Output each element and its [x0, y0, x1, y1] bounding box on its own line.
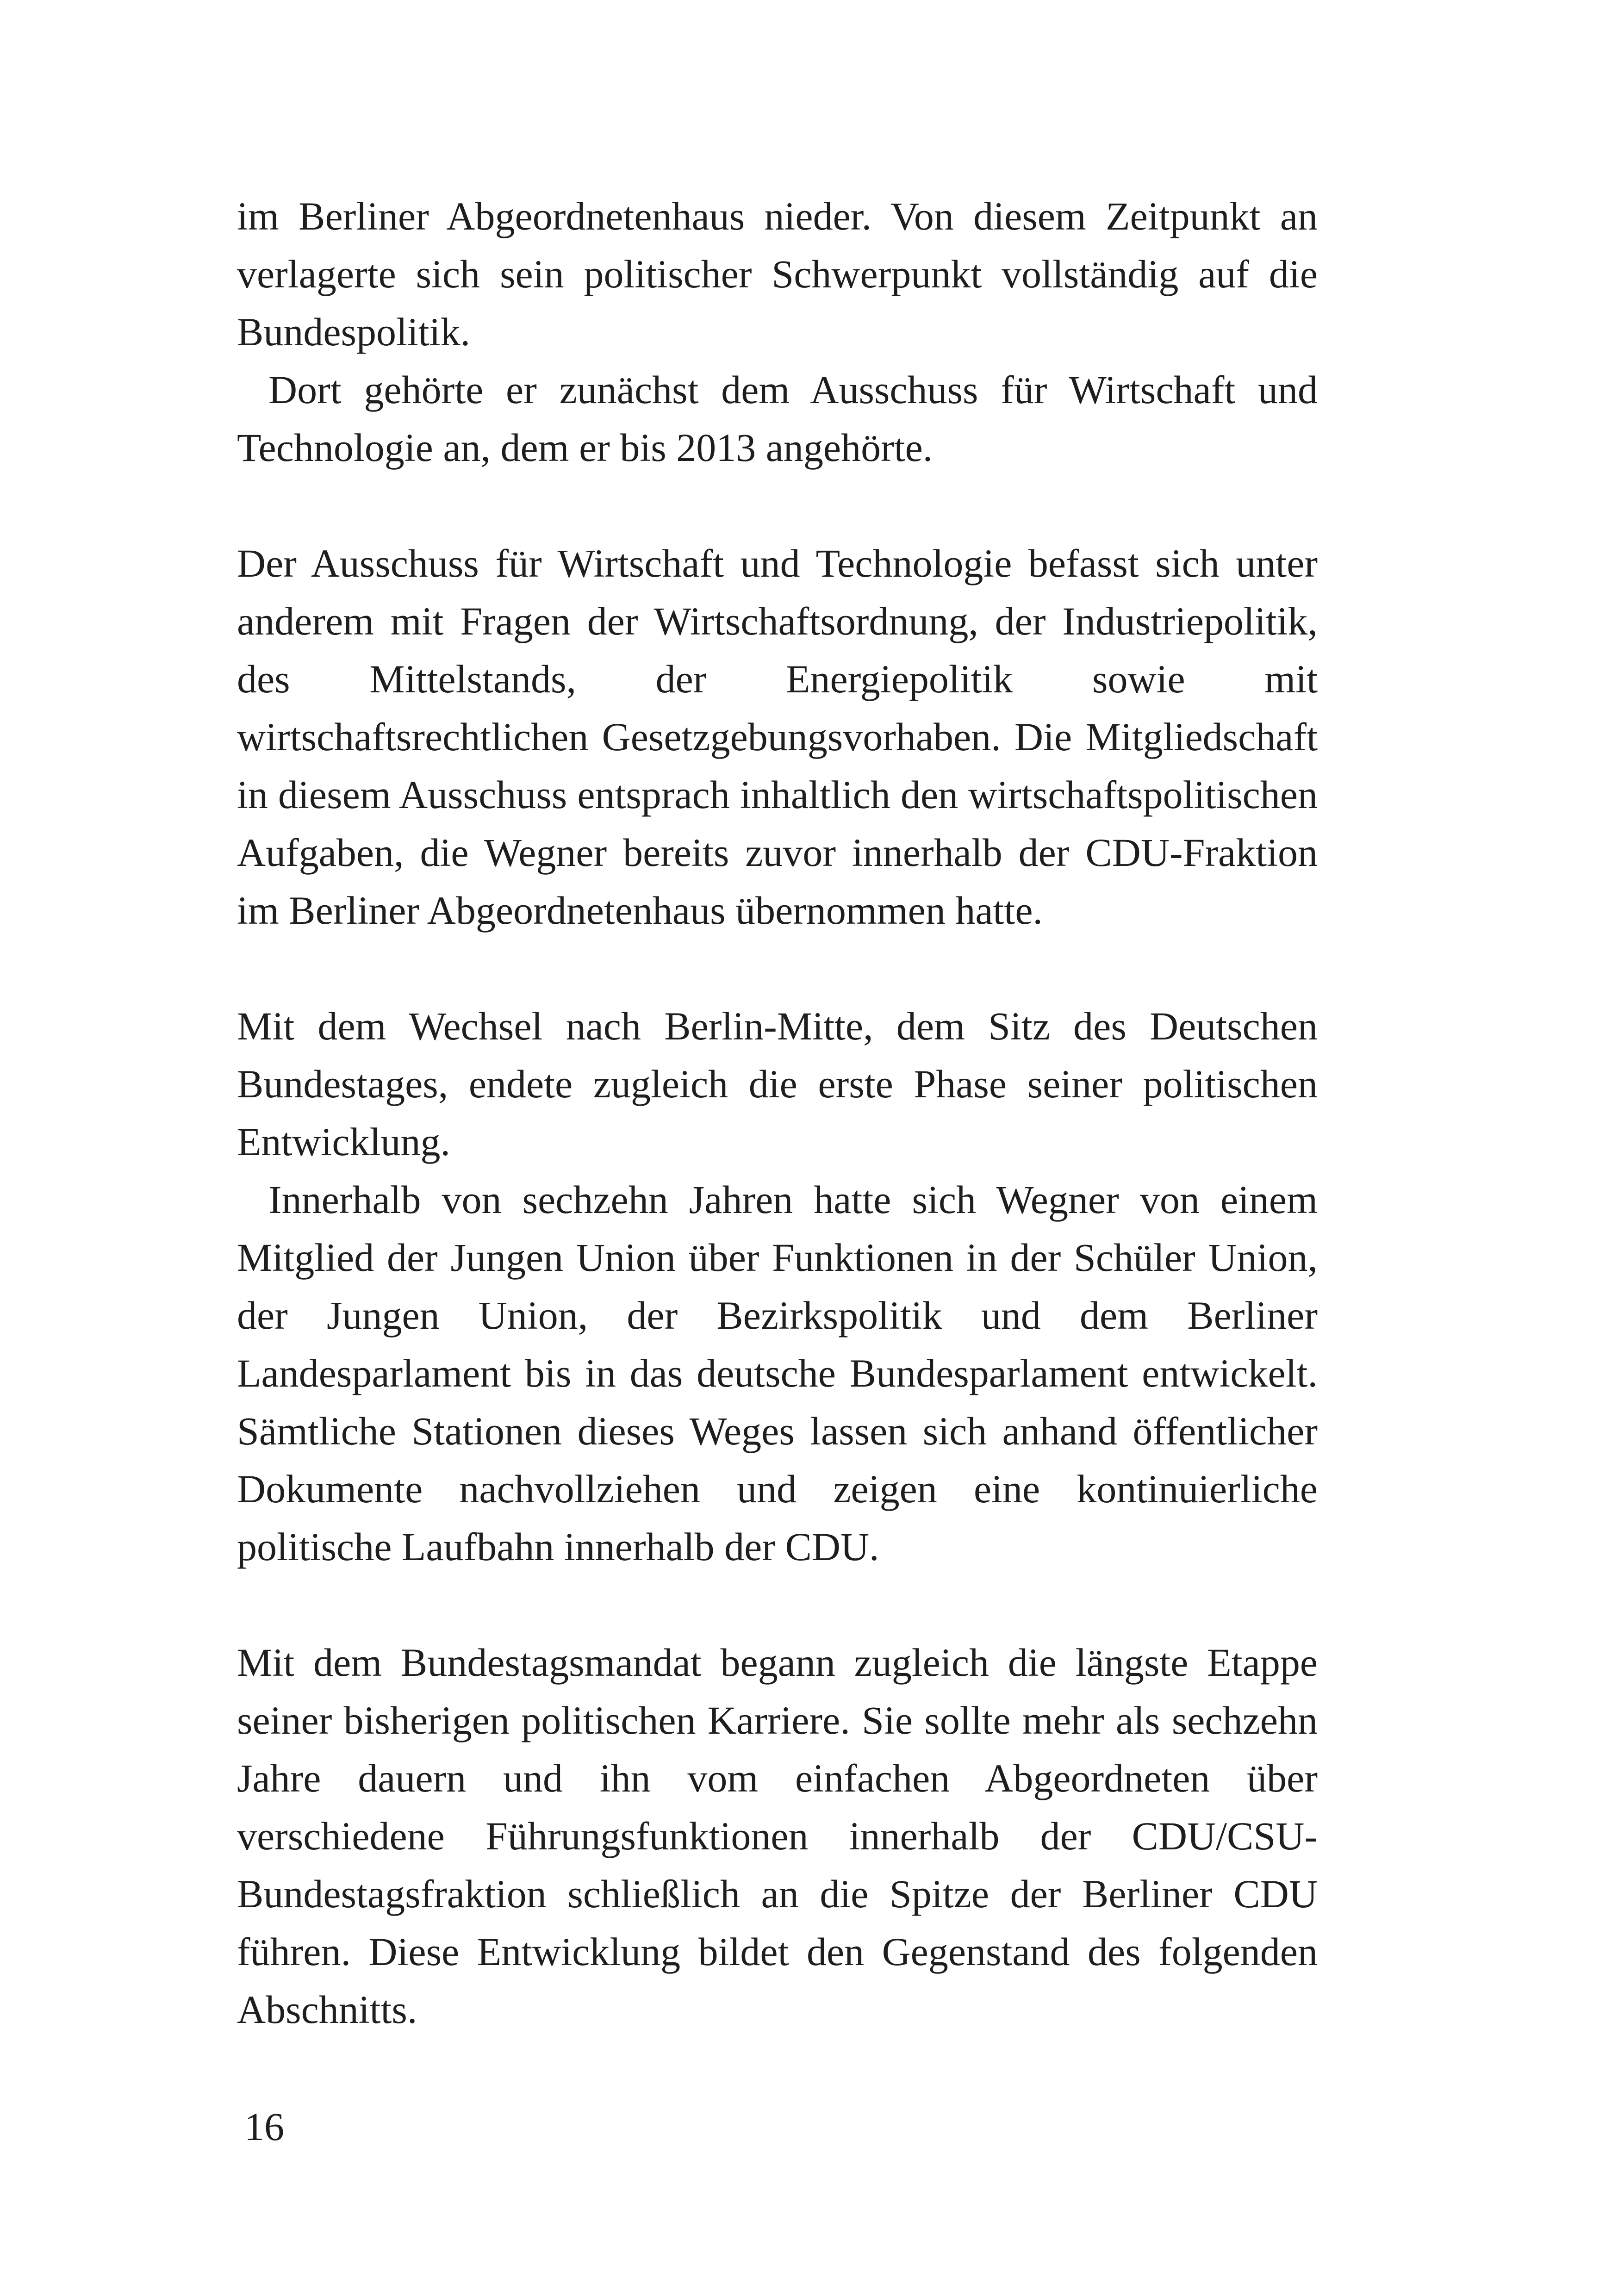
paragraph-6: Mit dem Bundestagsmandat begann zugleich die längste Etappe seiner bisherigen politischen Karriere. Sie sollte mehr als sechzehn Jahre dauern und ihn vom einfachen Abgeordneten über verschiedene Führungsfunktionen innerhalb der CDU/​CSU-Bundestagsfraktion schließlich an die Spitze der Berliner CDU führen. Diese Entwicklung bildet den Gegenstand des folgenden Abschnitts.: [237, 1640, 1318, 2032]
paragraph-2: Dort gehörte er zunächst dem Ausschuss für Wirtschaft und Technologie an, dem er bis 2013 angehörte.: [237, 367, 1318, 470]
paragraph-3: Der Ausschuss für Wirtschaft und Technologie befasst sich unter anderem mit Fragen der Wirtschaftsordnung, der Industriepolitik, des Mittelstands, der Energiepolitik sowie mit wirtschaftsrechtlichen Gesetzgebungsvorhaben. Die Mitgliedschaft in diesem Ausschuss entsprach inhaltlich den wirtschaftspolitischen Aufgaben, die Wegner bereits zuvor innerhalb der CDU-Fraktion im Berliner Abgeordnetenhaus übernommen hatte.: [237, 541, 1318, 933]
paragraph-5: Innerhalb von sechzehn Jahren hatte sich Wegner von einem Mitglied der Jungen Union über Funktionen in der Schüler Union, der Jungen Union, der Bezirkspolitik und dem Berliner Landesparlament bis in das deutsche Bundesparlament entwickelt. Sämtliche Stationen dieses Weges lassen sich anhand öffentlicher Dokumente nachvollziehen und zeigen eine kontinuierliche politische Laufbahn innerhalb der CDU.: [237, 1177, 1318, 1569]
page-number: 16: [244, 2104, 284, 2149]
paragraph-4: Mit dem Wechsel nach Berlin-Mitte, dem Sitz des Deutschen Bundestages, endete zugleich die erste Phase seiner politischen Entwicklung.: [237, 1004, 1318, 1164]
paragraph-1: im Berliner Abgeordnetenhaus nieder. Von diesem Zeitpunkt an verlagerte sich sein politischer Schwerpunkt vollständig auf die Bundespolitik.: [237, 194, 1318, 354]
body-text: [237, 187, 1318, 2039]
